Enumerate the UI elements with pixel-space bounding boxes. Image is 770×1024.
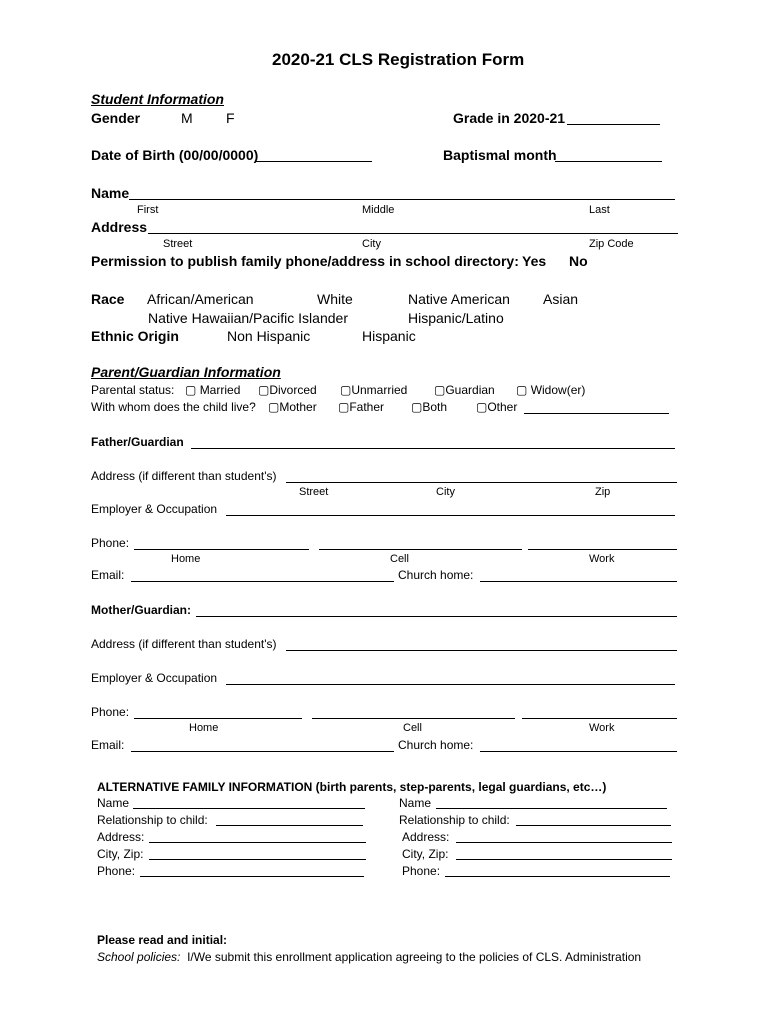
checkbox-icon[interactable]: ▢	[476, 400, 488, 414]
permission-yes-option[interactable]: Yes	[522, 253, 547, 269]
alt-right-name-label: Name	[399, 796, 432, 810]
status-option-widower[interactable]: ▢ Widow(er)	[516, 383, 586, 397]
mother-work-caption: Work	[589, 722, 615, 734]
mother-name-field[interactable]	[196, 616, 677, 617]
parent-info-heading: Parent/Guardian Information	[91, 364, 281, 380]
grade-field[interactable]	[567, 124, 660, 125]
name-middle-caption: Middle	[362, 204, 395, 216]
father-church-label: Church home:	[398, 568, 474, 582]
dob-field[interactable]	[255, 161, 372, 162]
alternative-heading: ALTERNATIVE FAMILY INFORMATION (birth parents, step-parents, legal guardians, etc…)	[97, 780, 607, 794]
alt-right-cityzip-field[interactable]	[456, 859, 672, 860]
form-title: 2020-21 CLS Registration Form	[272, 50, 525, 69]
live-option-other[interactable]: ▢Other	[476, 400, 518, 414]
race-option[interactable]: White	[317, 291, 353, 307]
father-name-field[interactable]	[191, 448, 675, 449]
live-option-mother[interactable]: ▢Mother	[268, 400, 317, 414]
live-with-label: With whom does the child live?	[91, 400, 256, 414]
grade-label: Grade in 2020-21	[453, 110, 566, 126]
race-option[interactable]: Native American	[408, 291, 510, 307]
student-info-heading: Student Information	[91, 91, 224, 107]
live-option-both[interactable]: ▢Both	[411, 400, 448, 414]
checkbox-icon[interactable]: ▢	[434, 383, 446, 397]
address-street-caption: Street	[163, 238, 193, 250]
permission-label: Permission to publish family phone/address in school directory:	[91, 253, 519, 269]
live-other-field[interactable]	[524, 413, 669, 414]
status-option-unmarried[interactable]: ▢Unmarried	[340, 383, 408, 397]
mother-employer-label: Employer & Occupation	[91, 671, 218, 685]
mother-home-phone-field[interactable]	[134, 718, 302, 719]
permission-no-option[interactable]: No	[569, 253, 588, 269]
status-option-married[interactable]: ▢ Married	[185, 383, 241, 397]
father-label: Father/Guardian	[91, 435, 184, 449]
mother-work-phone-field[interactable]	[522, 718, 677, 719]
name-last-caption: Last	[589, 204, 610, 216]
mother-label: Mother/Guardian:	[91, 603, 192, 617]
father-employer-field[interactable]	[226, 515, 675, 516]
live-option-father[interactable]: ▢Father	[338, 400, 385, 414]
checkbox-icon[interactable]: ▢	[516, 383, 528, 397]
alt-left-name-label: Name	[97, 796, 130, 810]
alt-left-phone-label: Phone:	[97, 864, 136, 878]
alt-left-address-label: Address:	[97, 830, 145, 844]
mother-email-label: Email:	[91, 738, 125, 752]
address-zip-caption: Zip Code	[589, 238, 634, 250]
status-option-guardian[interactable]: ▢Guardian	[434, 383, 495, 397]
parental-status-label: Parental status:	[91, 383, 175, 397]
baptismal-field[interactable]	[555, 161, 662, 162]
alt-left-phone-field[interactable]	[140, 876, 364, 877]
father-employer-label: Employer & Occupation	[91, 502, 218, 516]
father-church-field[interactable]	[480, 581, 677, 582]
checkbox-icon[interactable]: ▢	[258, 383, 270, 397]
alt-right-address-label: Address:	[402, 830, 450, 844]
address-field[interactable]	[148, 233, 678, 234]
father-phone-label: Phone:	[91, 536, 130, 550]
name-label: Name	[91, 185, 130, 201]
status-option-divorced[interactable]: ▢Divorced	[258, 383, 317, 397]
gender-m-option[interactable]: M	[181, 110, 193, 126]
alt-right-phone-field[interactable]	[445, 876, 670, 877]
ethnic-label: Ethnic Origin	[91, 328, 179, 344]
alt-left-address-field[interactable]	[149, 842, 366, 843]
father-home-phone-field[interactable]	[134, 549, 309, 550]
mother-address-field[interactable]	[286, 650, 677, 651]
policies-text: I/We submit this enrollment application agreeing to the policies of CLS. Administration	[187, 950, 642, 964]
race-option[interactable]: Native Hawaiian/Pacific Islander	[148, 310, 348, 326]
checkbox-icon[interactable]: ▢	[340, 383, 352, 397]
father-cell-phone-field[interactable]	[319, 549, 522, 550]
checkbox-icon[interactable]: ▢	[338, 400, 350, 414]
alt-right-address-field[interactable]	[456, 842, 672, 843]
baptismal-label: Baptismal month	[443, 147, 557, 163]
alt-right-name-field[interactable]	[436, 808, 667, 809]
gender-label: Gender	[91, 110, 141, 126]
dob-label: Date of Birth (00/00/0000)	[91, 147, 259, 163]
race-label: Race	[91, 291, 125, 307]
alt-right-relationship-field[interactable]	[516, 825, 671, 826]
alt-right-relationship-label: Relationship to child:	[399, 813, 510, 827]
alt-left-name-field[interactable]	[133, 808, 365, 809]
address-city-caption: City	[362, 238, 381, 250]
alt-left-cityzip-field[interactable]	[149, 859, 366, 860]
father-address-field[interactable]	[286, 482, 677, 483]
checkbox-icon[interactable]: ▢	[268, 400, 280, 414]
mother-email-field[interactable]	[131, 751, 394, 752]
mother-cell-phone-field[interactable]	[312, 718, 515, 719]
policies-line	[97, 950, 641, 964]
father-street-caption: Street	[299, 486, 329, 498]
father-address-label: Address (if different than student's)	[91, 469, 277, 483]
mother-phone-label: Phone:	[91, 705, 130, 719]
father-email-label: Email:	[91, 568, 125, 582]
ethnic-option[interactable]: Non Hispanic	[227, 328, 311, 344]
name-field[interactable]	[129, 199, 675, 200]
name-first-caption: First	[137, 204, 159, 216]
mother-church-label: Church home:	[398, 738, 474, 752]
alt-right-cityzip-label: City, Zip:	[402, 847, 449, 861]
father-home-caption: Home	[171, 553, 201, 565]
gender-f-option[interactable]: F	[226, 110, 235, 126]
alt-left-relationship-field[interactable]	[216, 825, 363, 826]
father-email-field[interactable]	[131, 581, 394, 582]
mother-cell-caption: Cell	[403, 722, 422, 734]
father-work-caption: Work	[589, 553, 615, 565]
race-option[interactable]: Hispanic/Latino	[408, 310, 504, 326]
ethnic-option[interactable]: Hispanic	[362, 328, 416, 344]
mother-church-field[interactable]	[480, 751, 677, 752]
race-option[interactable]: African/American	[147, 291, 254, 307]
alt-right-phone-label: Phone:	[402, 864, 441, 878]
mother-employer-field[interactable]	[226, 684, 675, 685]
checkbox-icon[interactable]: ▢	[411, 400, 423, 414]
policies-heading: Please read and initial:	[97, 933, 228, 947]
race-option[interactable]: Asian	[543, 291, 579, 307]
father-zip-caption: Zip	[595, 486, 611, 498]
mother-home-caption: Home	[189, 722, 219, 734]
address-label: Address	[91, 219, 148, 235]
father-work-phone-field[interactable]	[528, 549, 677, 550]
mother-address-label: Address (if different than student's)	[91, 637, 277, 651]
policies-label: School policies:	[97, 950, 181, 964]
alt-left-cityzip-label: City, Zip:	[97, 847, 144, 861]
checkbox-icon[interactable]: ▢	[185, 383, 197, 397]
father-cell-caption: Cell	[390, 553, 409, 565]
father-city-caption: City	[436, 486, 455, 498]
alt-left-relationship-label: Relationship to child:	[97, 813, 208, 827]
